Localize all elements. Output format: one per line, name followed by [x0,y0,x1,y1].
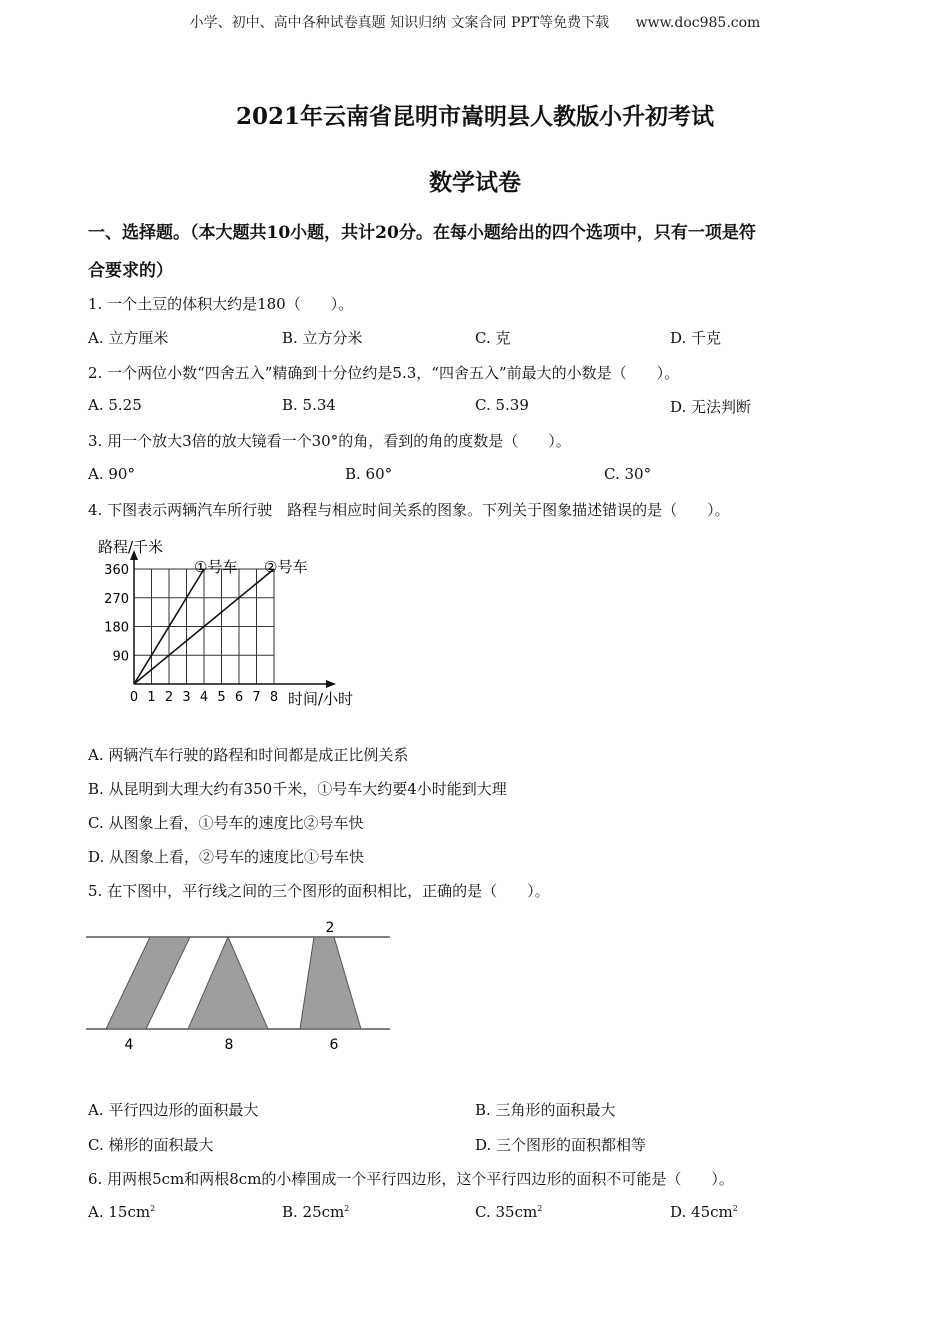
q5-option-b: B. 三角形的面积最大 [475,1101,616,1119]
x-tick-label: 1 [147,690,156,705]
question-1: 1. 一个土豆的体积大约是180（ ）。 [88,295,354,313]
q6-option-d [670,1203,738,1221]
q6-option-a-text: A. 15cm [88,1203,151,1221]
question-2: 2. 一个两位小数“四舍五入”精确到十分位约是5.3，“四舍五入”前最大的小数是（ ）。 [88,364,680,382]
x-axis-arrow [326,680,336,688]
q4-option-b: B. 从昆明到大理大约有350千米，①号车大约要4小时能到大理 [88,780,507,798]
q4-option-d: D. 从图象上看，②号车的速度比①号车快 [88,848,365,866]
q6-option-c-text: C. 35cm [475,1203,538,1221]
q6-option-c [475,1203,542,1221]
x-tick-label: 2 [164,690,174,705]
y-tick-label: 180 [104,620,129,636]
q3-option-a: A. 90° [88,465,135,483]
header-text: 小学、初中、高中各种试卷真题 知识归纳 文案合同 PPT等免费下载 [189,15,610,31]
triangle-base-label: 8 [224,1037,234,1053]
exam-title: 2021年云南省昆明市嵩明县人教版小升初考试 [235,103,714,130]
x-tick-label: 6 [234,690,244,705]
q2-option-a: A. 5.25 [88,396,142,414]
section-heading-line2: 合要求的） [88,261,173,281]
q1-option-b: B. 立方分米 [282,329,363,347]
y-axis-label: 路程/千米 [98,538,164,556]
x-axis-label: 时间/小时 [288,690,354,708]
question-6: 6. 用两根5cm和两根8cm的小棒围成一个平行四边形，这个平行四边形的面积不可能是（ ）。 [88,1170,734,1188]
x-tick-label: 4 [199,690,209,705]
exam-subtitle: 数学试卷 [429,169,521,196]
q6-option-b-sup: 2 [344,1204,350,1213]
x-tick-label: 8 [269,690,279,705]
q6-option-d-text: D. 45cm [670,1203,733,1221]
q6-option-d-sup: 2 [732,1204,738,1213]
q4-option-c: C. 从图象上看，①号车的速度比②号车快 [88,814,364,832]
q1-option-a: A. 立方厘米 [88,329,169,347]
question-4: 4. 下图表示两辆汽车所行驶 路程与相应时间关系的图象。下列关于图象描述错误的是（ ）。 [88,501,730,519]
question-3: 3. 用一个放大3倍的放大镜看一个30°的角，看到的角的度数是（ ）。 [88,432,571,450]
q6-option-a-sup: 2 [150,1204,156,1213]
q5-option-c: C. 梯形的面积最大 [88,1136,214,1154]
q1-option-d: D. 千克 [670,329,722,347]
q5-option-a: A. 平行四边形的面积最大 [88,1101,259,1119]
site-header [0,12,950,32]
x-tick-label: 0 [129,690,139,705]
q2-option-b: B. 5.34 [282,396,336,414]
section-heading-line1: 一、选择题。（本大题共10小题，共计20分。在每小题给出的四个选项中，只有一项是符 [88,223,756,243]
q6-option-c-sup: 2 [537,1204,543,1213]
x-tick-label: 5 [217,690,226,705]
q4-option-a: A. 两辆汽车行驶的路程和时间都是成正比例关系 [88,746,409,764]
y-tick-label: 90 [112,649,129,665]
q6-option-b [282,1203,349,1221]
q5-option-d: D. 三个图形的面积都相等 [475,1136,647,1154]
parallel-lines-figure [86,915,396,1055]
parallelogram-shape [106,937,190,1029]
q3-option-b: B. 60° [345,465,393,483]
trapezoid-top-label: 2 [325,920,335,936]
question-5: 5. 在下图中，平行线之间的三个图形的面积相比，正确的是（ ）。 [88,882,550,900]
q2-option-d: D. 无法判断 [670,398,752,416]
q3-option-c: C. 30° [604,465,652,483]
x-tick-label: 7 [252,690,261,705]
distance-time-chart [90,530,380,710]
q1-option-c: C. 克 [475,329,511,347]
y-tick-label: 360 [104,563,129,578]
q2-option-c: C. 5.39 [475,396,529,414]
q6-option-b-text: B. 25cm [282,1203,345,1221]
series-label-1: ①号车 [194,558,238,576]
x-tick-label: 3 [182,690,191,705]
trapezoid-shape [300,937,361,1029]
header-site-link[interactable]: www.doc985.com [635,15,761,31]
trapezoid-base-label: 6 [329,1037,339,1053]
triangle-shape [188,937,268,1029]
y-tick-label: 270 [104,591,129,607]
q6-option-a [88,1203,155,1221]
parallelogram-base-label: 4 [124,1037,134,1053]
series-label-2: ②号车 [264,558,308,576]
